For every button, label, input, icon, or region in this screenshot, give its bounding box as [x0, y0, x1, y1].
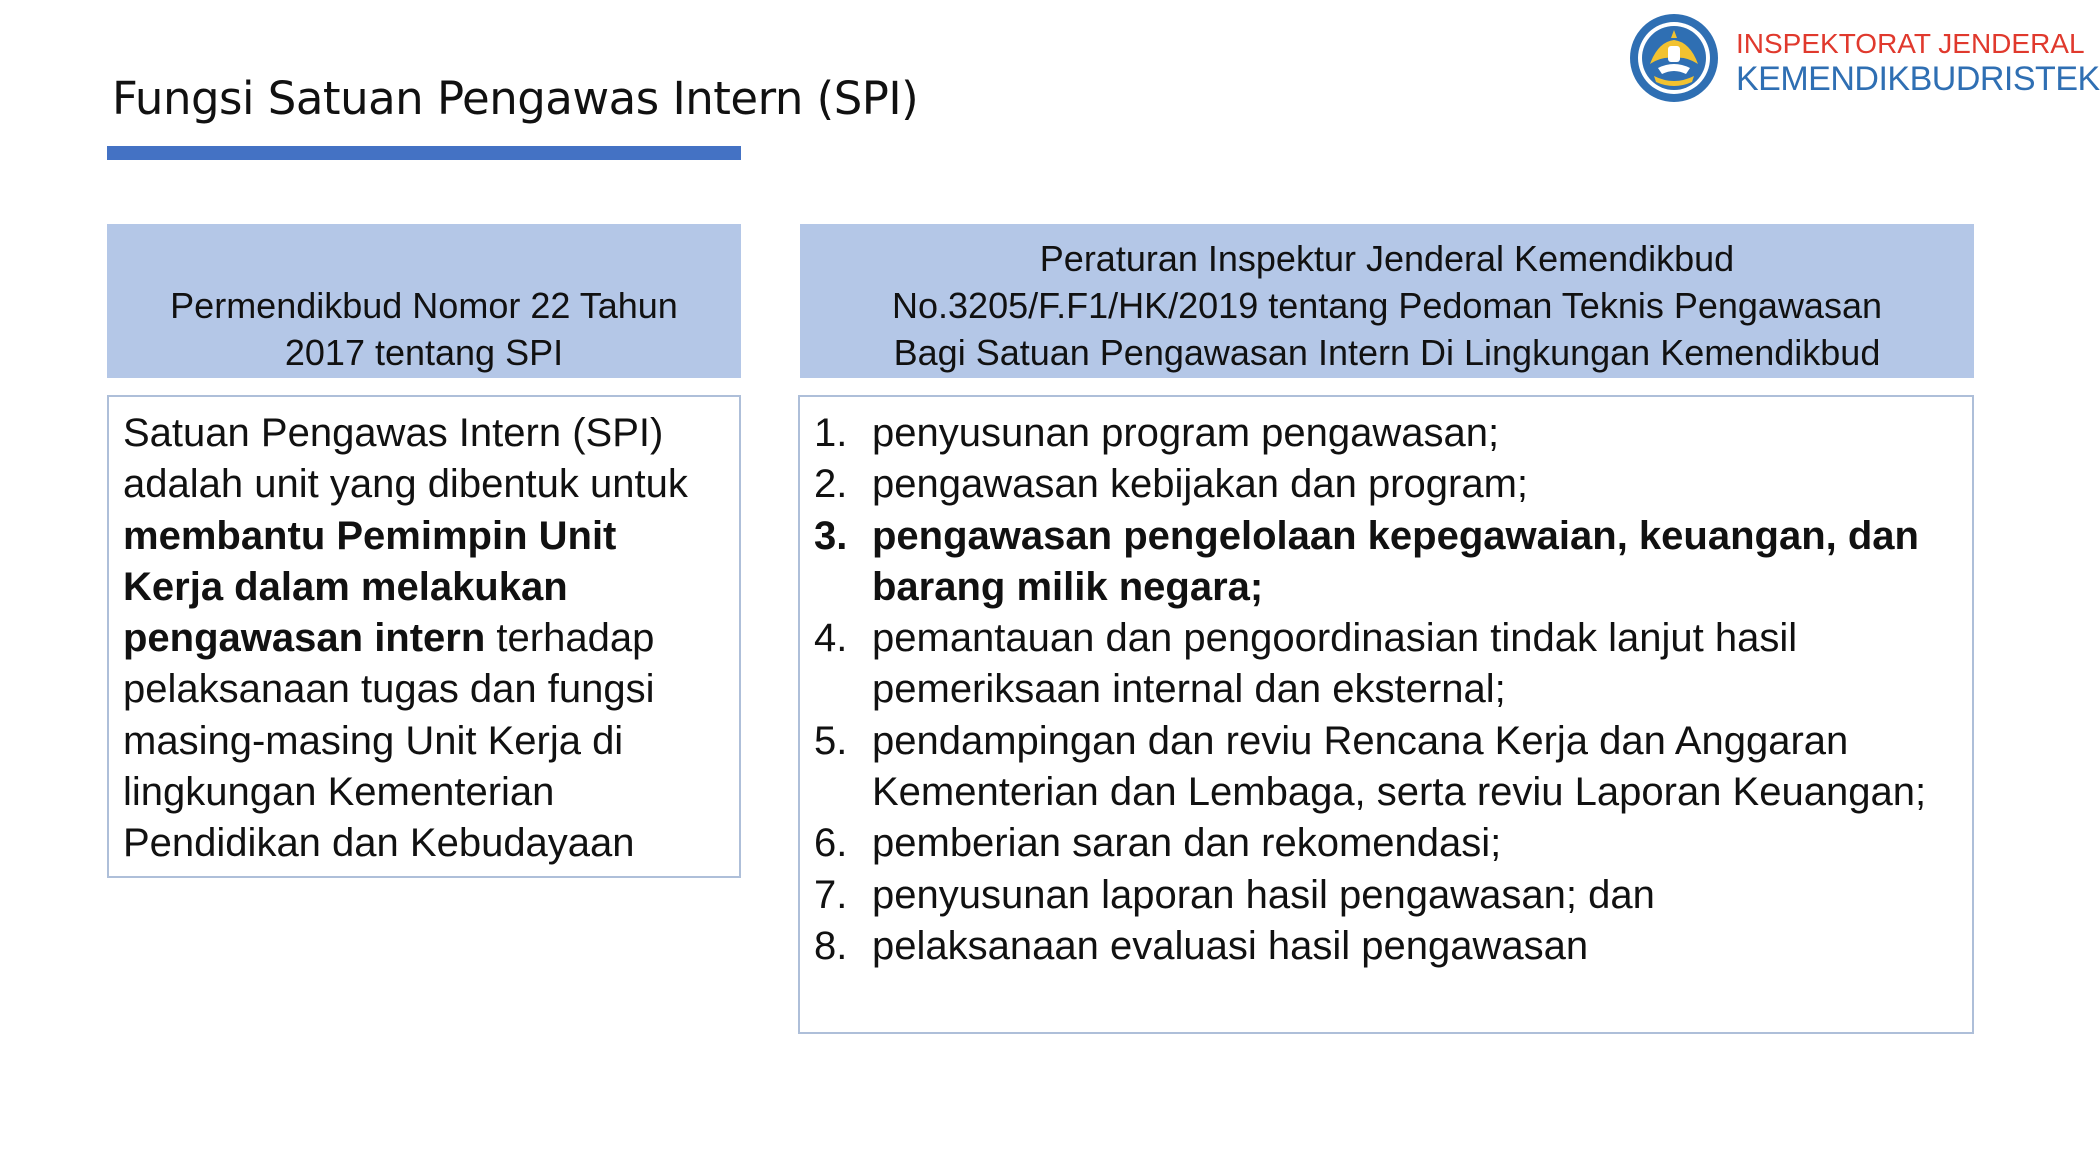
item-text: pemberian saran dan rekomendasi;	[872, 821, 1502, 866]
item-number: 8.	[814, 923, 848, 968]
list-item	[814, 716, 1958, 819]
right-header-line: No.3205/F.F1/HK/2019 tentang Pedoman Teknis Pengawasan	[892, 285, 1882, 326]
item-number: 1.	[814, 411, 848, 455]
list-item	[814, 408, 1958, 459]
item-text: pelaksanaan evaluasi hasil pengawasan	[872, 923, 1589, 968]
slide-title: Fungsi Satuan Pengawas Intern (SPI)	[112, 72, 919, 125]
tut-wuri-handayani-emblem-icon	[1628, 12, 1720, 104]
spi-definition	[123, 408, 725, 870]
item-number: 5.	[814, 718, 848, 763]
logo	[1620, 10, 2100, 110]
item-text: penyusunan program pengawasan;	[872, 411, 1500, 455]
logo-text-line1: INSPEKTORAT JENDERAL	[1736, 28, 2085, 59]
right-header-line: Bagi Satuan Pengawasan Intern Di Lingkungan Kemendikbud	[893, 332, 1881, 373]
list-item	[814, 511, 1958, 614]
item-text: pengawasan kebijakan dan program;	[872, 462, 1528, 507]
list-item	[814, 921, 1958, 972]
item-number: 2.	[814, 462, 848, 507]
definition-part1: Satuan Pengawas Intern (SPI) adalah unit yang dibentuk untuk	[123, 411, 688, 507]
item-text: pengawasan pengelolaan kepegawaian, keuangan, dan barang milik negara;	[872, 513, 1919, 609]
left-header-line: 2017 tentang SPI	[284, 332, 564, 373]
item-text: penyusunan laporan hasil pengawasan; dan	[872, 872, 1655, 917]
item-number: 4.	[814, 616, 848, 661]
functions-box	[798, 395, 1974, 1034]
item-number: 7.	[814, 872, 848, 917]
list-item	[814, 870, 1958, 921]
list-item	[814, 613, 1958, 716]
logo-text-line2: KEMENDIKBUDRISTEK	[1736, 60, 2100, 98]
list-item	[814, 459, 1958, 510]
item-number: 3.	[814, 513, 848, 558]
functions-list	[814, 408, 1958, 972]
list-item	[814, 818, 1958, 869]
item-number: 6.	[814, 821, 848, 866]
definition-part2: terhadap pelaksanaan tugas dan fungsi masing-masing Unit Kerja di lingkungan Kementerian Pendidikan dan Kebudayaan	[123, 616, 655, 866]
left-header-line: Permendikbud Nomor 22 Tahun	[170, 285, 678, 326]
title-underline-bar	[107, 146, 741, 160]
definition-emphasis: membantu Pemimpin Unit Kerja dalam melakukan pengawasan intern	[123, 513, 617, 661]
item-text: pemantauan dan pengoordinasian tindak lanjut hasil pemeriksaan internal dan eksternal;	[872, 616, 1798, 712]
definition-box	[107, 395, 741, 878]
left-header	[107, 224, 741, 378]
right-header-line: Peraturan Inspektur Jenderal Kemendikbud	[1039, 238, 1735, 279]
right-header	[800, 224, 1974, 378]
item-text: pendampingan dan reviu Rencana Kerja dan Anggaran Kementerian dan Lembaga, serta reviu Laporan Keuangan;	[872, 718, 1927, 815]
